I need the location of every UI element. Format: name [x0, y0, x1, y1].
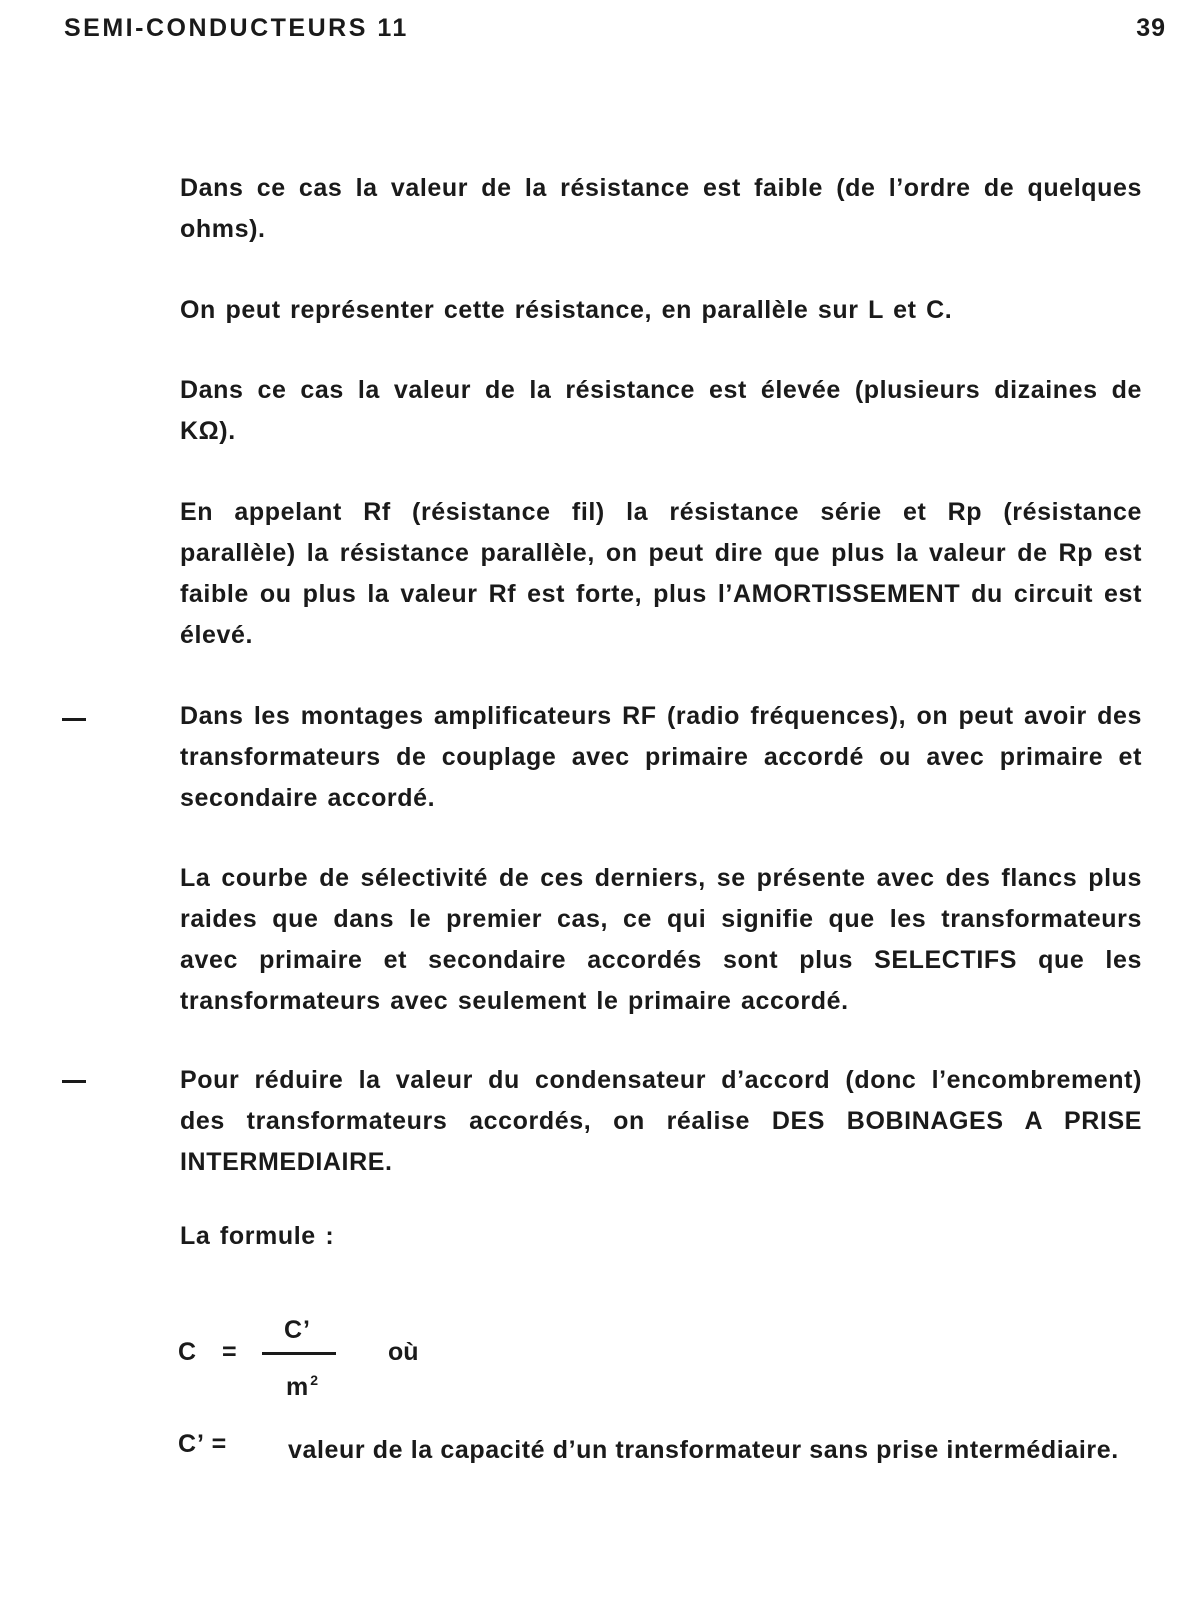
definition-term: C’ = [178, 1430, 228, 1458]
list-dash-marker [62, 1080, 86, 1083]
paragraph-la-formule: La formule : [180, 1222, 335, 1250]
formula-numerator: C’ [284, 1316, 311, 1344]
paragraph-representation-parallele: On peut représenter cette résistance, en parallèle sur L et C. [180, 296, 953, 324]
definition-text: valeur de la capacité d’un transformateur sans prise intermédiaire. [288, 1436, 1119, 1464]
paragraph-montages-rf: Dans les montages amplificateurs RF (radio fréquences), on peut avoir des transformateurs de couplage avec primaire accordé ou avec primaire et secondaire accordé. [180, 702, 1142, 812]
formula-denominator-base: m [286, 1373, 309, 1401]
list-dash-marker [62, 718, 86, 721]
formula-denominator-exponent: 2 [310, 1372, 319, 1388]
paragraph-resistance-faible: Dans ce cas la valeur de la résistance est faible (de l’ordre de quelques ohms). [180, 174, 1142, 243]
fraction-bar [262, 1352, 336, 1355]
running-title: SEMI-CONDUCTEURS 11 [64, 14, 409, 42]
formula-capacite [178, 1316, 478, 1416]
formula-suffix: où [388, 1338, 419, 1366]
formula-denominator [286, 1372, 318, 1402]
formula-lhs: C [178, 1338, 197, 1366]
paragraph-prise-intermediaire: Pour réduire la valeur du condensateur d’accord (donc l’encombrement) des transformateurs accordés, on réalise DES BOBINAGES A PRISE INTERMEDIAIRE. [180, 1066, 1142, 1176]
paragraph-amortissement: En appelant Rf (résistance fil) la résistance série et Rp (résistance parallèle) la résistance parallèle, on peut dire que plus la valeur de Rp est faible ou plus la valeur Rf est forte, plus l’AMORTISSEMENT du circuit est élevé. [180, 498, 1142, 649]
formula-equals: = [222, 1338, 237, 1366]
page-number: 39 [1136, 14, 1166, 42]
page-header [64, 14, 1166, 50]
paragraph-resistance-elevee: Dans ce cas la valeur de la résistance est élevée (plusieurs dizaines de KΩ). [180, 376, 1142, 445]
paragraph-courbe-selectivite: La courbe de sélectivité de ces derniers, se présente avec des flancs plus raides que dans le premier cas, ce qui signifie que les transformateurs avec primaire et secondaire accordés sont plus SELECTIFS que les transformateurs avec seulement le primaire accordé. [180, 864, 1142, 1015]
